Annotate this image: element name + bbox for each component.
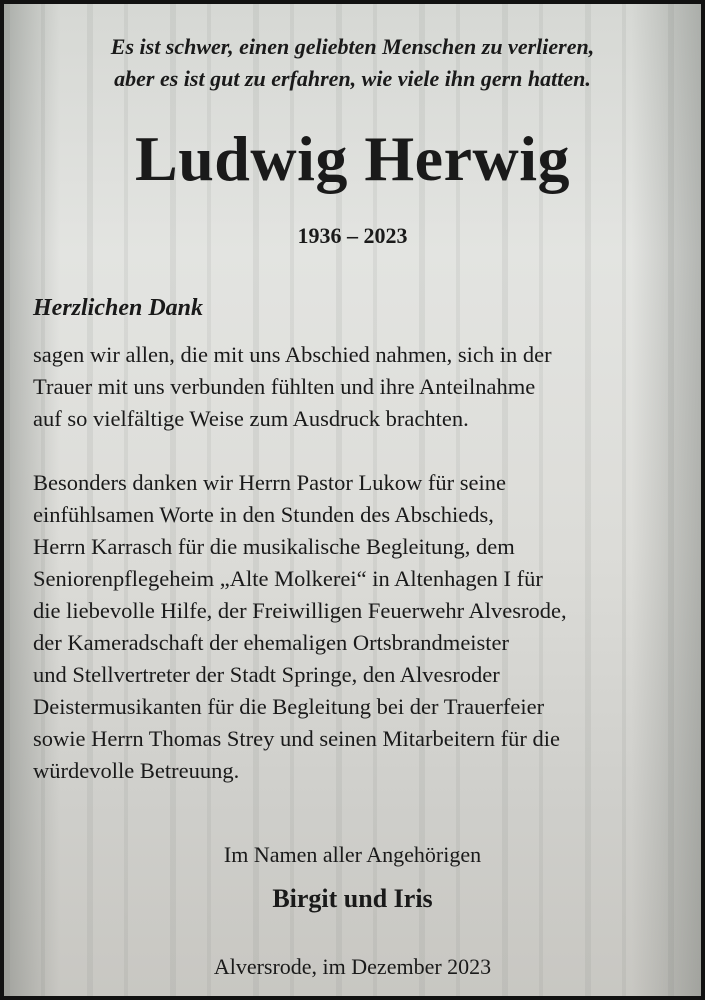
text-line: Besonders danken wir Herrn Pastor Lukow für seine [33,470,507,495]
text-line: Seniorenpflegeheim „Alte Molkerei“ in Altenhagen I für [33,566,543,591]
text-line: würdevolle Betreuung. [33,758,240,783]
text-line: auf so vielfältige Weise zum Ausdruck brachten. [33,406,469,431]
deceased-name: Ludwig Herwig [135,123,570,194]
text-line: Trauer mit uns verbunden fühlten und ihre Anteilnahme [33,374,536,399]
place-date: Alversrode, im Dezember 2023 [213,954,492,979]
signature-intro: Im Namen aller Angehörigen [223,842,482,867]
life-years: 1936 – 2023 [297,223,408,248]
quote-line-1: Es ist schwer, einen geliebten Menschen zu verlieren, [110,34,595,59]
text-line: der Kameradschaft der ehemaligen Ortsbrandmeister [33,630,510,655]
text-line: einfühlsamen Worte in den Stunden des Abschieds, [33,502,494,527]
thanks-heading: Herzlichen Dank [33,295,204,321]
text-line: Herrn Karrasch für die musikalische Begleitung, dem [33,534,515,559]
text-line: sowie Herrn Thomas Strey und seinen Mitarbeitern für die [33,726,560,751]
text-line: die liebevolle Hilfe, der Freiwilligen Feuerwehr Alvesrode, [33,598,567,623]
signature-names: Birgit und Iris [272,884,433,913]
text-line: und Stellvertreter der Stadt Springe, den Alvesroder [33,662,500,687]
quote-line-2: aber es ist gut zu erfahren, wie viele ihn gern hatten. [114,66,591,91]
obituary-card [4,4,701,996]
text-line: Deistermusikanten für die Begleitung bei der Trauerfeier [33,694,545,719]
text-line: sagen wir allen, die mit uns Abschied nahmen, sich in der [33,342,552,367]
